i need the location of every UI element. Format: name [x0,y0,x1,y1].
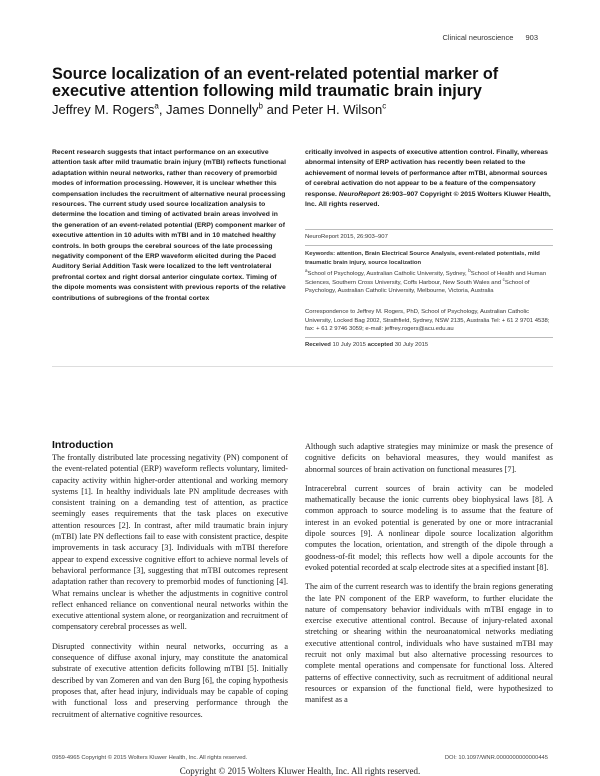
affiliation-mark: c [502,276,505,282]
section-label: Clinical neuroscience [442,33,514,42]
author-affiliation-mark: a [154,101,159,111]
body-left-column [52,452,288,728]
paragraph: Disrupted connectivity within neural networks, occurring as a consequence of diffuse axonal injury, may constitute the anatomical substrate of executive attention deficits following mTBI [5]. Initially described by van Zomeren and van den Burg [6], the coping hypothesis proposes that, after head injury, individuals may be capable of coping with functional loss and preserving performance through the recruitment of alternative cognitive resources. [52,641,288,719]
affiliation-text: School of Psychology, Australian Catholic University, Melbourne, Victoria, Australia [305,279,530,295]
abstract-right-column [305,148,553,210]
divider [305,245,553,246]
footer-issn: 0959-4965 Copyright © 2015 Wolters Kluwer Health, Inc. All rights reserved. [52,755,248,761]
copyright-notice: Copyright © 2015 Wolters Kluwer Health, Inc. All rights reserved. [179,766,421,776]
paragraph: The frontally distributed late processing negativity (PN) component of the event-related potential (ERP) waveform reflects voluntary, limited-capacity activity within higher-order attentional and working memory systems [1]. In healthy individuals late PN amplitude decreases with consistent training on a demanding test of attention, as practice seemingly eases requirements that the task places on executive attention resources [2]. In contrast, after mild traumatic brain injury (mTBI) late PN deflections fail to ease with consistent practice, despite improvements in task accuracy [3]. Individuals with mTBI therefore appear to expend excessive cognitive effort to achieve normal levels of behavioral performance [3], suggesting that mTBI outcomes represent adaptation rather than recovery to premorbid modes of functioning [4]. What remains unclear is whether the adjustments in cognitive control reflect enhanced reliance on conventional neural networks within the executive attentional system alone, or reorganization and recruitment of compensatory cerebral processes as well. [52,453,288,632]
divider [305,337,553,338]
page-number: 903 [525,33,538,42]
affiliations [305,270,553,296]
paragraph: Intracerebral current sources of brain activity can be modeled mathematically because the ionic currents obey biophysical laws [8]. A common approach to source modeling is to assume that the feature of interest in an evoked potential is generated by one or more intracranial dipole sources [9]. A nonlinear dipole source localization algorithm computes the location, orientation, and strength of the dipole through a goodness-of-fit model; this reflects how well a dipole accounts for the evoked potential recorded at scalp electrode sites at a specified instant [8]. [305,483,553,572]
paragraph: The aim of the current research was to identify the brain regions generating the late PN component of the ERP waveform, to further elucidate the nature of compensatory behavior individuals with mTBI engage in to exercise executive attentional control. Because of injury-related axonal stretching or shearing within the neuroanatomical networks mediating executive attentional control, individuals who have sustained mTBI may recruit not only maximal but also alternative processing resources to complete mental operations and compensate for functional loss. Altered patterns of effective connectivity, such as recruitment of additional neural resources or expansion of the functional field, were hypothesized to manifest as a [305,582,553,705]
divider [305,229,553,230]
journal-reference: NeuroReport 2015, 26:903–907 [305,234,388,240]
body-right-column [305,441,553,714]
affiliation-text: School of Health and Human Sciences, Southern Cross University, Coffs Harbour, New South Wales and [305,271,547,286]
affiliation-mark: a [305,268,308,274]
abstract-left-column: Recent research suggests that intact performance on an executive attention task after mild traumatic brain injury (mTBI) reflects functional adaptation within neural networks, rather than recovery of premorbid modes of information processing. However, it is unclear whether this compensation includes the recruitment of alternative neural processing resources. The current study used source localization analysis to determine the location and timing of activated brain areas involved in the generation of an event-related potential (ERP) component marker of executive attention in 10 adults with mTBI and in 10 matched healthy controls. In both groups the cerebral sources of the late processing negativity component of the ERP waveform elicited during the Paced Auditory Serial Addition Task were localized to the left ventrolateral prefrontal cortex and right dorsal anterior cingulate cortex. Timing of the dipole moments was consistent with previous reports of the relative contributions of subregions of the frontal cortex [52,149,287,302]
author-affiliation-mark: b [258,101,263,111]
footer-doi: DOI: 10.1097/WNR.0000000000000445 [444,755,548,761]
keywords-text: attention, Brain Electrical Source Analysis, event-related potentials, mild traumatic brain injury, source localization [305,251,540,266]
received-label: Received [305,342,331,348]
author-name: Peter H. Wilson [291,102,383,117]
correspondence: Correspondence to Jeffrey M. Rogers, PhD, School of Psychology, Australian Catholic University, Locked Bag 2002, Strathfield, Sydney, NSW 2135, Australia Tel: + 61 2 9701 4538; fax: + 61 2 9746 3059; e-mail: jeffrey.rogers@acu.edu.au [305,309,550,333]
affiliation-mark: b [468,268,471,274]
paragraph: Although such adaptive strategies may minimize or mask the presence of cognitive deficits on behavioral measures, they would manifest as abnormal sources of brain activation on functional measures [7]. [305,442,553,474]
accepted-date: 30 July 2015 [394,342,429,348]
author-separator: , [158,102,167,117]
author-name: James Donnelly [166,102,259,117]
abstract-text: critically involved in aspects of executive attention control. Finally, whereas abnormal intensity of ERP activation has recently been related to the achievement of normal levels of performance after mTBI, abnormal sources of cerebral activation do not appear to be a feature of the compensatory response. [305,149,548,198]
running-header [443,33,538,42]
author-separator: and [263,102,292,117]
section-divider [52,366,553,367]
received-date: 10 July 2015 [332,342,366,348]
abstract-citation-journal: NeuroReport [338,190,381,198]
author-name: Jeffrey M. Rogers [52,102,155,117]
keywords [305,250,553,267]
keywords-label: Keywords: [305,251,336,257]
author-list [52,102,552,117]
section-heading: Introduction [52,439,114,451]
received-accepted [305,341,553,350]
article-title: Source localization of an event-related potential marker of executive attention following mild traumatic brain injury [52,65,499,101]
author-affiliation-mark: c [382,101,387,111]
affiliation-text: School of Psychology, Australian Catholic University, Sydney, [307,271,469,277]
abstract-citation-rest: 26:903–907 Copyright © 2015 Wolters Kluwer Health, Inc. All rights reserved. [305,190,551,209]
accepted-label: accepted [367,342,394,348]
